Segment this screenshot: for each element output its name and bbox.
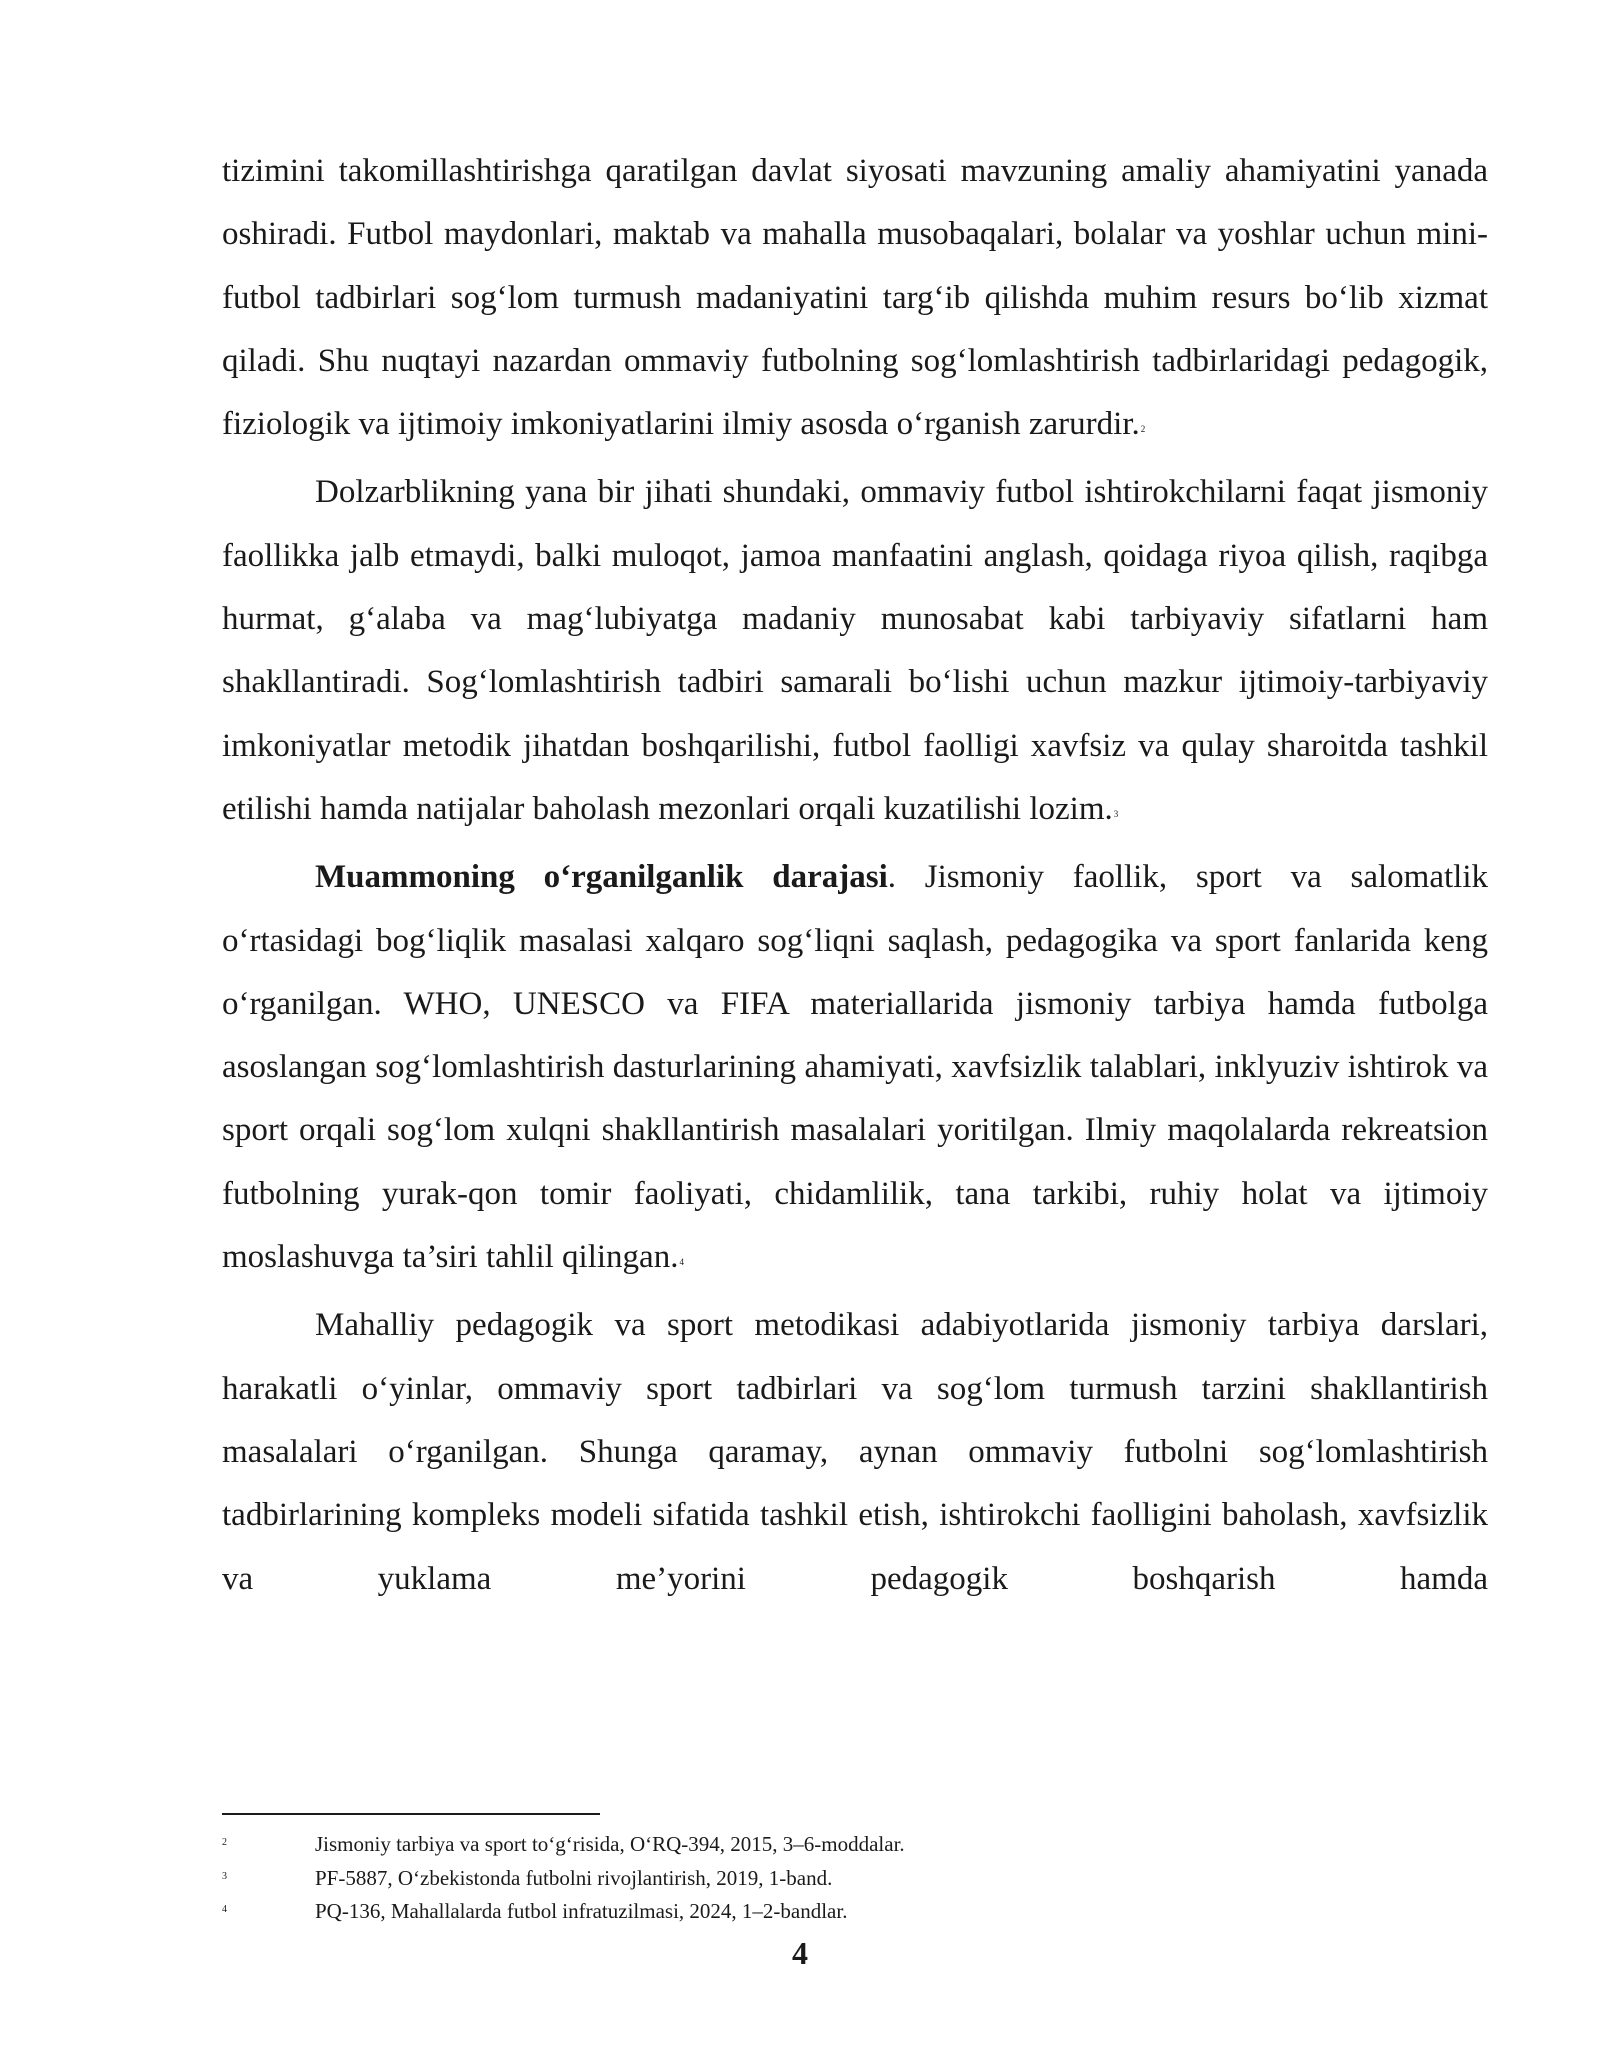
footnote-3 (222, 1864, 1488, 1898)
body-text (222, 140, 1488, 1611)
paragraph-2 (222, 461, 1488, 846)
page-number: 4 (792, 1935, 808, 1971)
footnote-text: PF-5887, O‘zbekistonda futbolni rivojlantirish, 2019, 1-band. (315, 1865, 833, 1890)
paragraph-2-text: Dolzarblikning yana bir jihati shundaki, ommaviy futbol ishtirokchilarni faqat jismoniy faollikka jalb etmaydi, balki muloqot, jamoa manfaatini anglash, qoidaga riyoa qilish, raqibga hurmat, g‘alaba va mag‘lubiyatga madaniy munosabat kabi tarbiyaviy sifatlarni ham shakllantiradi. Sog‘lomlashtirish tadbiri samarali bo‘lishi uchun mazkur ijtimoiy-tarbiyaviy imkoniyatlar metodik jihatdan boshqarilishi, futbol faolligi xavfsiz va qulay sharoitda tashkil etilishi hamda natijalar baholash mezonlari orqali kuzatilishi lozim. (222, 474, 1488, 827)
section-heading: Muammoning o‘rganilganlik darajasi (315, 859, 888, 896)
footnote-text: PQ-136, Mahallalarda futbol infratuzilmasi, 2024, 1–2-bandlar. (315, 1899, 848, 1923)
footnote-number: 3 (222, 1870, 227, 1882)
footnote-ref-4[interactable]: 4 (679, 1257, 684, 1268)
footnotes (222, 1830, 1488, 1931)
footnote-number: 2 (222, 1837, 227, 1848)
footnote-4 (222, 1897, 1488, 1931)
paragraph-3 (222, 846, 1488, 1294)
footnote-separator (222, 1813, 600, 1815)
paragraph-1-text: tizimini takomillashtirishga qaratilgan davlat siyosati mavzuning amaliy ahamiyatini yanada oshiradi. Futbol maydonlari, maktab va mahalla musobaqalari, bolalar va yoshlar uchun mini-futbol tadbirlari sog‘lom turmush madaniyatini targ‘ib qilishda muhim resurs bo‘lib xizmat qiladi. Shu nuqtayi nazardan ommaviy futbolning sog‘lomlashtirish tadbirlaridagi pedagogik, fiziologik va ijtimoiy imkoniyatlarini ilmiy asosda o‘rganish zarurdir. (222, 153, 1488, 443)
footnote-text: Jismoniy tarbiya va sport to‘g‘risida, O‘RQ-394, 2015, 3–6-moddalar. (315, 1832, 905, 1856)
footnote-number: 4 (222, 1904, 227, 1915)
paragraph-4 (222, 1294, 1488, 1610)
footnote-2 (222, 1830, 1488, 1864)
paragraph-1 (222, 140, 1488, 461)
footnote-ref-2[interactable]: 2 (1140, 424, 1146, 435)
footnote-ref-3[interactable]: 3 (1113, 808, 1119, 819)
paragraph-4-text: Mahalliy pedagogik va sport metodikasi adabiyotlarida jismoniy tarbiya darslari, harakatli o‘yinlar, ommaviy sport tadbirlari va sog‘lom turmush tarzini shakllantirish masalalari o‘rganilgan. Shunga qaramay, aynan ommaviy futbolni sog‘lomlashtirish tadbirlarining kompleks modeli sifatida tashkil etish, ishtirokchi faolligini baholash, xavfsizlik va yuklama me’yorini pedagogik boshqarish hamda (222, 1307, 1488, 1597)
paragraph-3-text: . Jismoniy faollik, sport va salomatlik o‘rtasidagi bog‘liqlik masalasi xalqaro sog‘liqni saqlash, pedagogika va sport fanlarida keng o‘rganilgan. WHO, UNESCO va FIFA materiallarida jismoniy tarbiya hamda futbolga asoslangan sog‘lomlashtirish dasturlarining ahamiyati, xavfsizlik talablari, inklyuziv ishtirok va sport orqali sog‘lom xulqni shakllantirish masalalari yoritilgan. Ilmiy maqolalarda rekreatsion futbolning yurak-qon tomir faoliyati, chidamlilik, tana tarkibi, ruhiy holat va ijtimoiy moslashuvga ta’siri tahlil qilingan. (222, 859, 1488, 1276)
